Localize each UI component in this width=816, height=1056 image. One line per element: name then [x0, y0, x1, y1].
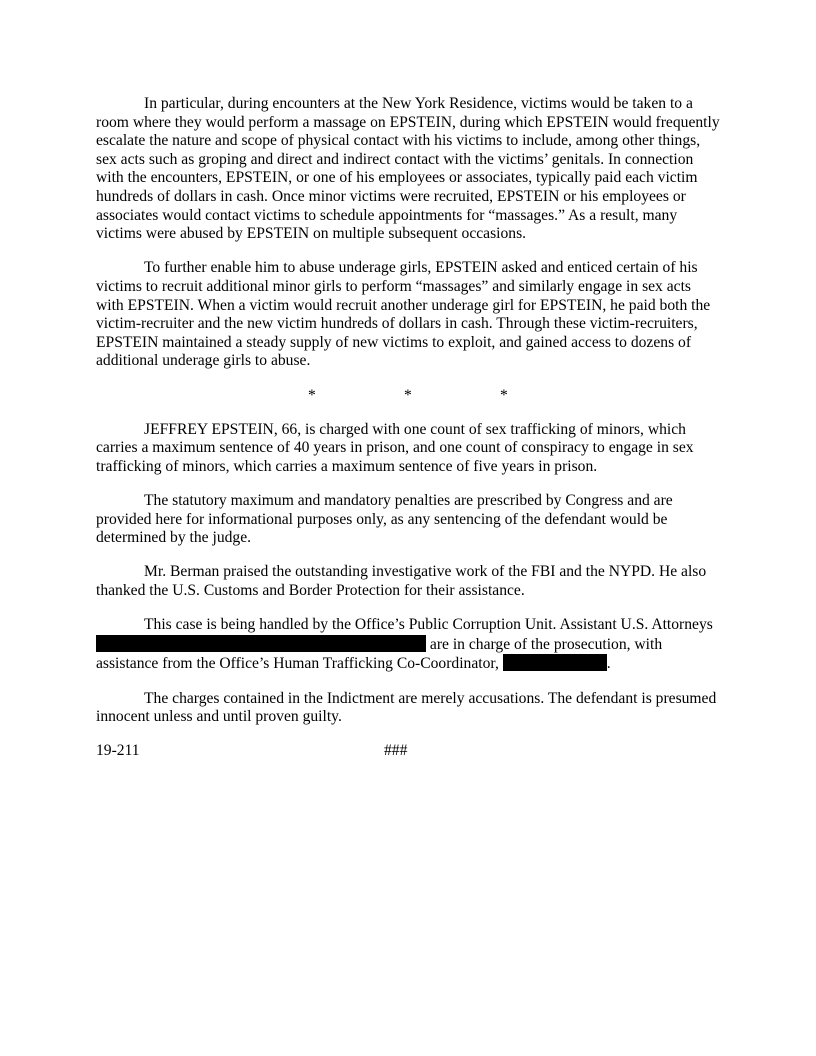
redaction-block-coordinator	[503, 654, 607, 671]
paragraph-victim-recruiters: To further enable him to abuse underage girls, EPSTEIN asked and enticed certain of his victims to recruit additional minor girls to perform “massages” and similarly engage in sex acts with EPSTEIN. When a victim would recruit another underage girl for EPSTEIN, he paid both the victim-recruiter and the new victim hundreds of dollars in cash. Through these victim-recruiters, EPSTEIN maintained a steady supply of new victims to exploit, and gained access to dozens of additional underage girls to abuse.	[96, 259, 711, 370]
prosecution-text-end: .	[606, 655, 611, 673]
section-separator	[96, 387, 720, 406]
prosecution-text-start: This case is being handled by the Office’s Public Corruption Unit. Assistant U.S. Attorneys	[144, 616, 713, 634]
separator-star: *	[308, 386, 316, 404]
release-number: 19-211	[96, 742, 140, 760]
separator-star: *	[404, 386, 412, 404]
paragraph-acknowledgements: Mr. Berman praised the outstanding investigative work of the FBI and the NYPD. He also thanked the U.S. Customs and Border Protection for their assistance.	[96, 563, 707, 600]
separator-star: *	[500, 386, 508, 404]
redaction-block-attorneys	[96, 635, 426, 652]
document-footer	[96, 742, 720, 761]
end-mark: ###	[384, 742, 408, 760]
paragraph-massage-encounters: In particular, during encounters at the New York Residence, victims would be taken to a room where they would perform a massage on EPSTEIN, during which EPSTEIN would frequently escalate the nature and scope of physical contact with his victims to include, among other things, sex acts such as groping and direct and indirect contact with the victims’ genitals. In connection with the encounters, EPSTEIN, or one of his employees or associates, typically paid each victim hundreds of dollars in cash. Once minor victims were recruited, EPSTEIN or his employees or associates would contact victims to schedule appointments for “massages.” As a result, many victims were abused by EPSTEIN on multiple subsequent occasions.	[96, 95, 720, 243]
paragraph-statutory-penalties: The statutory maximum and mandatory penalties are prescribed by Congress and are provided here for informational purposes only, as any sentencing of the defendant would be determined by the judge.	[96, 492, 673, 547]
paragraph-presumption-of-innocence: The charges contained in the Indictment are merely accusations. The defendant is presumed innocent unless and until proven guilty.	[96, 689, 717, 726]
paragraph-charges: JEFFREY EPSTEIN, 66, is charged with one count of sex trafficking of minors, which carries a maximum sentence of 40 years in prison, and one count of conspiracy to engage in sex trafficking of minors, which carries a maximum sentence of five years in prison.	[96, 420, 694, 475]
prosecution-text-middle: are in charge of the prosecution, with assistance from the Office’s Human Trafficking Co-Coordinator,	[96, 635, 663, 673]
document-page	[96, 95, 720, 761]
paragraph-prosecution-team	[96, 616, 720, 674]
